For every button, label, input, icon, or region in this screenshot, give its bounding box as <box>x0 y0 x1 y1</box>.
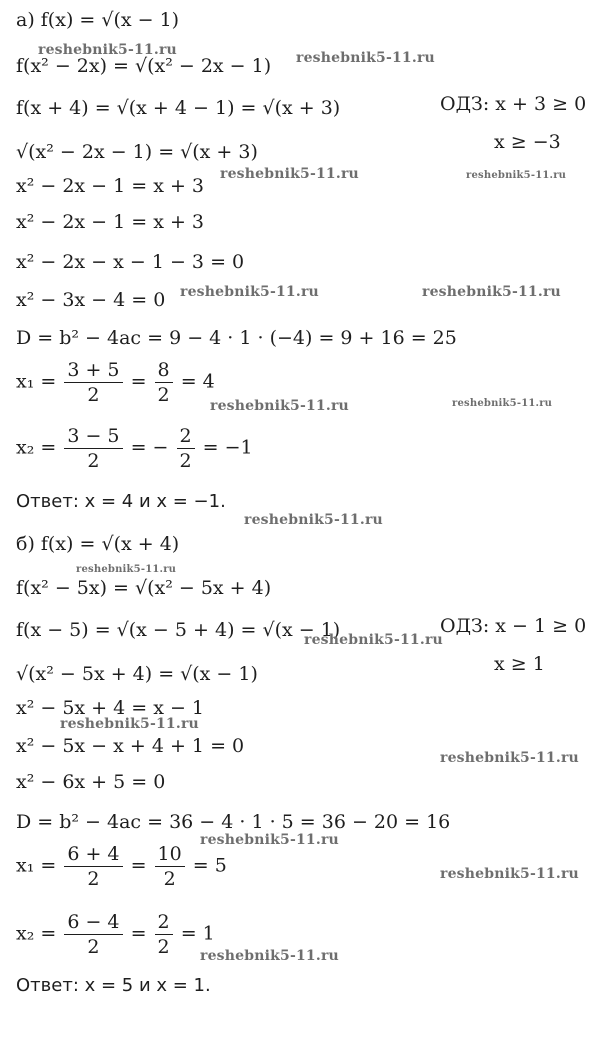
fraction-denominator: 2 <box>163 868 176 890</box>
part-a-root-2 <box>16 424 253 473</box>
x1-label: x₁ = <box>16 854 57 877</box>
part-a-line-6: x² − 2x − 1 = x + 3 <box>16 211 205 233</box>
watermark: reshebnik5-11.ru <box>60 716 199 732</box>
part-a-odz-1: ОДЗ: x + 3 ≥ 0 <box>440 93 587 115</box>
part-b-line-2: f(x² − 5x) = √(x² − 5x + 4) <box>16 577 272 599</box>
part-b-line-5: x² − 5x + 4 = x − 1 <box>16 697 205 719</box>
fraction-numerator: 3 + 5 <box>64 358 122 383</box>
x1-label: x₁ = <box>16 370 57 393</box>
result: = 5 <box>192 854 227 877</box>
fraction-denominator: 2 <box>87 450 100 472</box>
fraction <box>64 358 122 407</box>
part-a-line-5: x² − 2x − 1 = x + 3 <box>16 175 205 197</box>
fraction-denominator: 2 <box>157 384 170 406</box>
fraction <box>155 358 173 407</box>
part-a-root-1 <box>16 358 215 407</box>
equals-sign: = <box>130 370 147 393</box>
part-a-line-7: x² − 2x − x − 1 − 3 = 0 <box>16 251 245 273</box>
part-b-odz-2: x ≥ 1 <box>494 653 545 675</box>
watermark: reshebnik5-11.ru <box>210 398 349 414</box>
equals-sign: = − <box>130 436 169 459</box>
equals-sign: = <box>130 854 147 877</box>
fraction <box>155 910 173 959</box>
part-b-line-3: f(x − 5) = √(x − 5 + 4) = √(x − 1) <box>16 619 341 641</box>
fraction-denominator: 2 <box>87 936 100 958</box>
part-b-odz-1: ОДЗ: x − 1 ≥ 0 <box>440 615 587 637</box>
result: = 4 <box>180 370 215 393</box>
fraction <box>64 910 122 959</box>
part-a-discriminant: D = b² − 4ac = 9 − 4 · 1 · (−4) = 9 + 16 = 25 <box>16 327 457 349</box>
x2-label: x₂ = <box>16 436 57 459</box>
result: = 1 <box>180 922 215 945</box>
fraction <box>64 842 122 891</box>
part-b-line-4: √(x² − 5x + 4) = √(x − 1) <box>16 663 258 685</box>
fraction <box>177 424 195 473</box>
watermark: reshebnik5-11.ru <box>200 948 339 964</box>
part-a-line-3: f(x + 4) = √(x + 4 − 1) = √(x + 3) <box>16 97 341 119</box>
part-b-root-1 <box>16 842 227 891</box>
watermark: reshebnik5-11.ru <box>180 284 319 300</box>
fraction-numerator: 6 + 4 <box>64 842 122 867</box>
part-b-line-6: x² − 5x − x + 4 + 1 = 0 <box>16 735 245 757</box>
fraction-denominator: 2 <box>157 936 170 958</box>
part-b-line-1: б) f(x) = √(x + 4) <box>16 533 180 555</box>
watermark: reshebnik5-11.ru <box>200 832 339 848</box>
part-b-root-2 <box>16 910 215 959</box>
part-a-answer: Ответ: x = 4 и x = −1. <box>16 491 226 512</box>
fraction-numerator: 3 − 5 <box>64 424 122 449</box>
watermark: reshebnik5-11.ru <box>220 166 359 182</box>
fraction-numerator: 2 <box>177 424 195 449</box>
part-a-line-2: f(x² − 2x) = √(x² − 2x − 1) <box>16 55 272 77</box>
part-b-line-7: x² − 6x + 5 = 0 <box>16 771 166 793</box>
fraction-numerator: 8 <box>155 358 173 383</box>
part-a-line-8: x² − 3x − 4 = 0 <box>16 289 166 311</box>
part-a-line-1: а) f(x) = √(x − 1) <box>16 9 180 31</box>
part-a-odz-2: x ≥ −3 <box>494 131 561 153</box>
part-a-line-4: √(x² − 2x − 1) = √(x + 3) <box>16 141 258 163</box>
fraction <box>64 424 122 473</box>
result: = −1 <box>202 436 253 459</box>
watermark: reshebnik5-11.ru <box>76 564 177 575</box>
watermark: reshebnik5-11.ru <box>440 866 579 882</box>
fraction-numerator: 6 − 4 <box>64 910 122 935</box>
watermark: reshebnik5-11.ru <box>38 42 177 58</box>
fraction-numerator: 2 <box>155 910 173 935</box>
watermark: reshebnik5-11.ru <box>244 512 383 528</box>
watermark: reshebnik5-11.ru <box>440 750 579 766</box>
watermark: reshebnik5-11.ru <box>422 284 561 300</box>
part-b-discriminant: D = b² − 4ac = 36 − 4 · 1 · 5 = 36 − 20 = 16 <box>16 811 451 833</box>
watermark: reshebnik5-11.ru <box>452 398 553 409</box>
fraction-numerator: 10 <box>155 842 185 867</box>
watermark: reshebnik5-11.ru <box>304 632 443 648</box>
watermark: reshebnik5-11.ru <box>466 170 567 181</box>
equals-sign: = <box>130 922 147 945</box>
watermark: reshebnik5-11.ru <box>296 50 435 66</box>
fraction-denominator: 2 <box>87 868 100 890</box>
fraction-denominator: 2 <box>87 384 100 406</box>
part-b-answer: Ответ: x = 5 и x = 1. <box>16 975 211 996</box>
fraction-denominator: 2 <box>179 450 192 472</box>
x2-label: x₂ = <box>16 922 57 945</box>
fraction <box>155 842 185 891</box>
